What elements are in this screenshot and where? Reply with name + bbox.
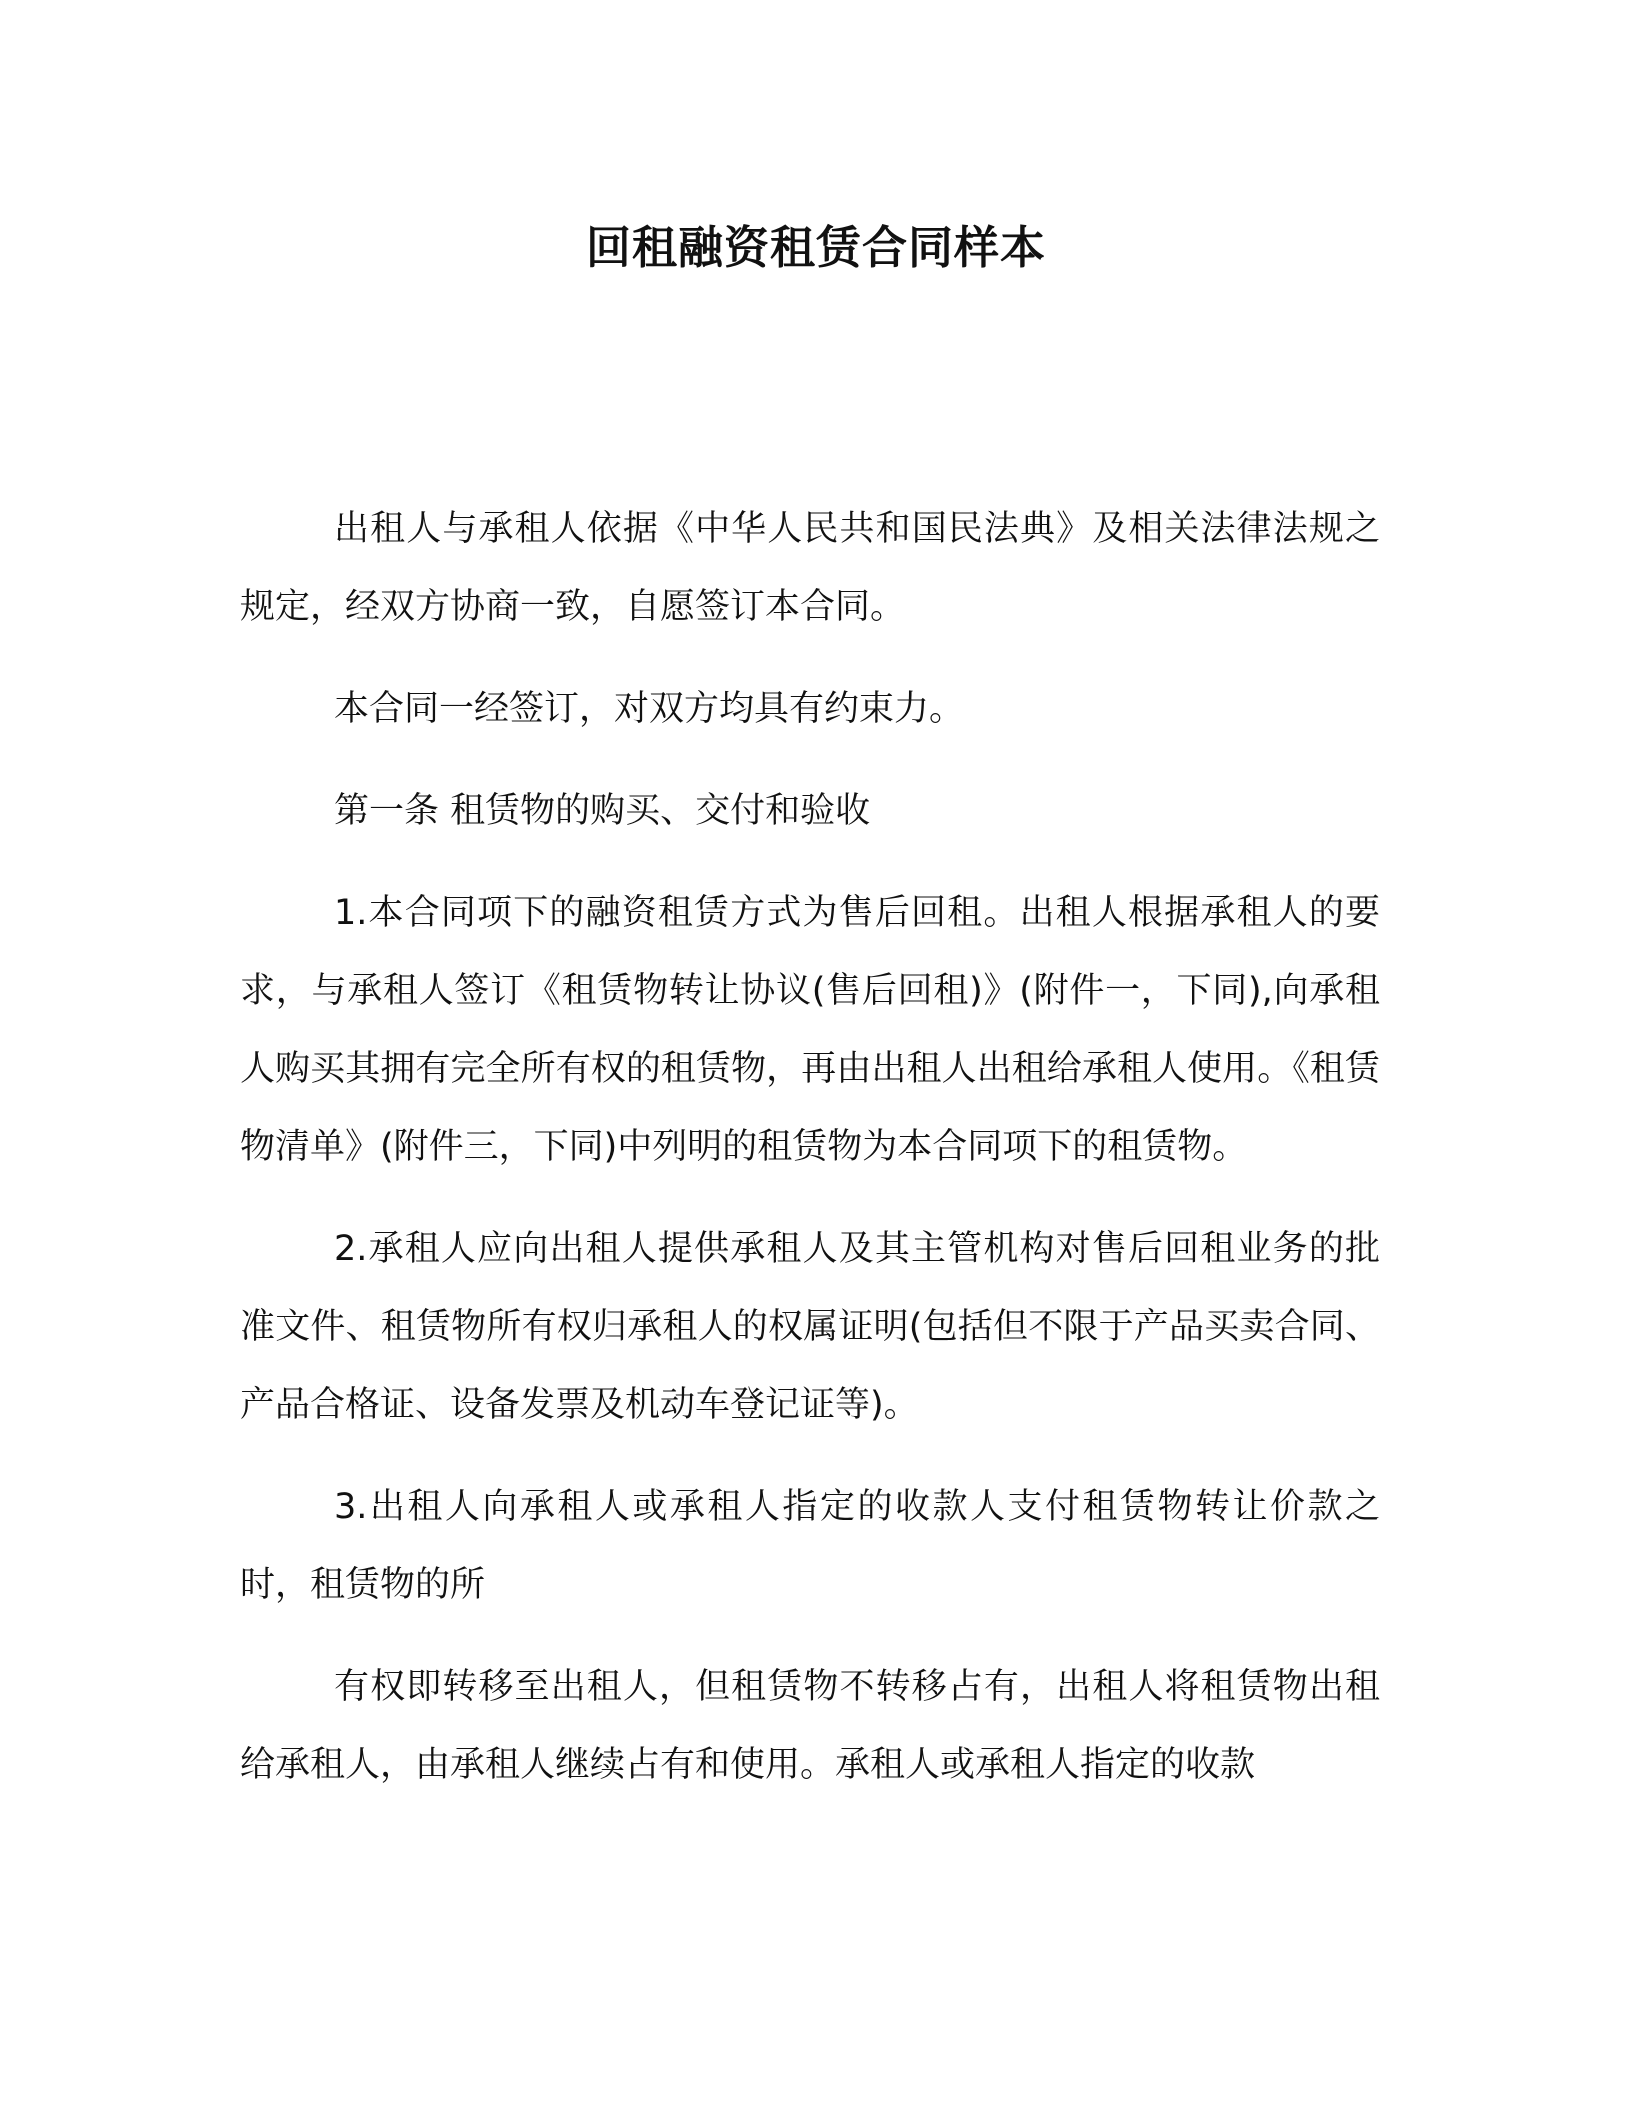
article-heading: 第一条 租赁物的购买、交付和验收 <box>334 791 871 831</box>
paragraph-clause-2: 2.承租人应向出租人提供承租人及其主管机构对售后回租业务的批准文件、租赁物所有权归承租人的权属证明(包括但不限于产品买卖合同、产品合格证、设备发票及机动车登记证等)。 <box>240 1229 1380 1425</box>
paragraph-binding-effect: 本合同一经签订，对双方均具有约束力。 <box>334 689 965 729</box>
paragraph-clause-3: 3.出租人向承租人或承租人指定的收款人支付租赁物转让价款之时，租赁物的所 <box>240 1487 1380 1605</box>
paragraph-preamble: 出租人与承租人依据《中华人民共和国民法典》及相关法律法规之规定，经双方协商一致，自愿签订本合同。 <box>240 509 1380 627</box>
document-body <box>240 490 1380 1828</box>
document-title: 回租融资租赁合同样本 <box>585 221 1046 274</box>
paragraph-clause-1: 1.本合同项下的融资租赁方式为售后回租。出租人根据承租人的要求，与承租人签订《租赁物转让协议(售后回租)》(附件一，下同),向承租人购买其拥有完全所有权的租赁物，再由出租人出租给承租人使用。《租赁物清单》(附件三，下同)中列明的租赁物为本合同项下的租赁物。 <box>240 893 1380 1167</box>
paragraph-clause-3-continued: 有权即转移至出租人，但租赁物不转移占有，出租人将租赁物出租给承租人，由承租人继续占有和使用。承租人或承租人指定的收款 <box>240 1667 1380 1785</box>
